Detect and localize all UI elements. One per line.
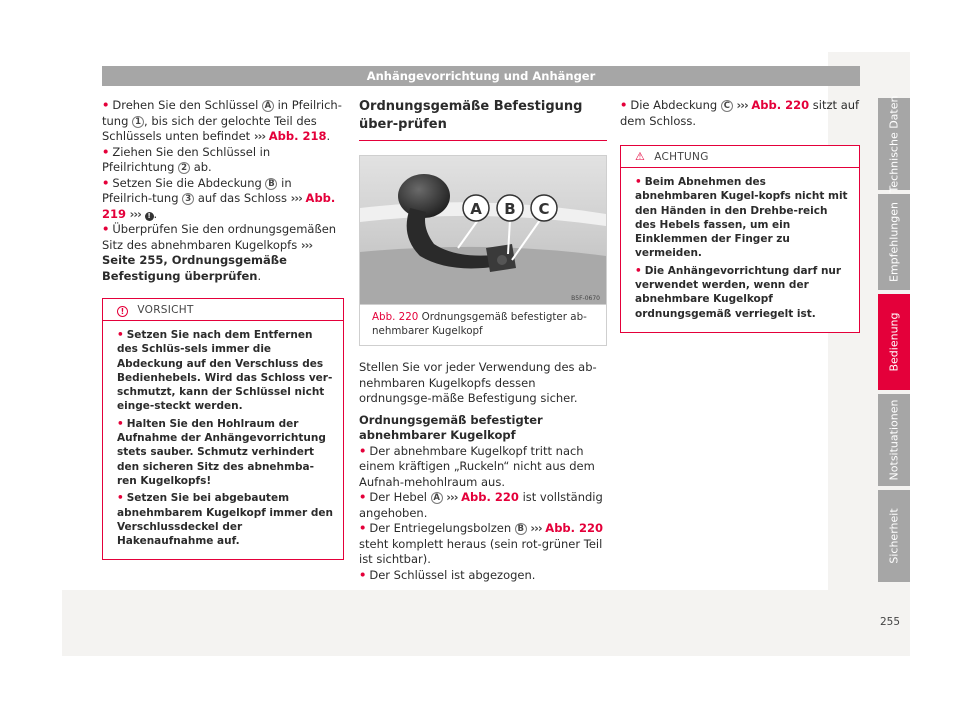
list-item: • Die Anhängevorrichtung darf nur verwendet werden, wenn der abnehmbare Kugelkopf ordnungsgemäß verriegelt ist. <box>635 264 842 320</box>
bullet-icon: • <box>359 521 367 535</box>
figure-link[interactable]: Abb. 219 <box>102 191 336 221</box>
bullet-icon: • <box>102 175 110 190</box>
warning-header <box>621 146 859 168</box>
bullet-icon: • <box>359 443 367 458</box>
list-item: • Ziehen Sie den Schlüssel in Pfeilrichtung 2 ab. <box>102 144 271 174</box>
tow-bar-illustration <box>360 156 606 304</box>
bullet-icon: • <box>117 417 124 430</box>
figure-label-a: A <box>470 200 482 218</box>
arrow-icon: ››› <box>530 521 542 535</box>
bullet-icon: • <box>359 490 367 504</box>
figure-caption: Abb. 220 Ordnungsgemäß befestigter ab-nehmbarer Kugelkopf <box>359 305 607 346</box>
page-number: 255 <box>880 616 901 628</box>
arrow-icon: ››› <box>300 237 313 252</box>
bullet-icon: • <box>102 144 110 159</box>
callout-1: 1 <box>132 116 144 128</box>
list-item: • Halten Sie den Hohlraum der Aufnahme der Anhängevorrichtung stets sauber. Schmutz verhindert den sicheren Sitz des abnehmba-ren Kugelkopfs! <box>117 417 326 487</box>
figure-link[interactable]: Abb. 220 <box>461 490 519 504</box>
caution-box <box>102 298 344 560</box>
bullet-icon: • <box>635 176 642 188</box>
intro-text: Stellen Sie vor jeder Verwendung des ab-nehmbaren Kugelkopfs dessen ordnungsge-mäße Befestigung sicher. <box>359 360 597 405</box>
callout-b: B <box>515 523 527 535</box>
bullet-icon: • <box>102 222 110 236</box>
list-item: • Setzen Sie die Abdeckung B in Pfeilrich-tung 3 auf das Schloss ››› Abb. 219 ››› ! . <box>102 175 336 221</box>
bullet-icon: • <box>359 567 367 582</box>
list-item: • Beim Abnehmen des abnehmbaren Kugel-kopfs nicht mit den Händen in den Drehbe-reich des Hebels fassen, um ein Einklemmen der Finger zu vermeiden. <box>635 176 848 260</box>
tab-technische-daten[interactable]: Technische Daten <box>878 98 910 190</box>
callout-a: A <box>431 492 443 504</box>
tab-sicherheit[interactable]: Sicherheit <box>878 490 910 582</box>
bullet-icon: • <box>117 492 124 505</box>
figure-code: B5F-0670 <box>571 295 600 302</box>
chapter-header: Anhängevorrichtung und Anhänger <box>102 66 860 86</box>
bullet-icon: • <box>102 98 110 112</box>
list-item: • Der Entriegelungsbolzen B ››› Abb. 220 steht komplett heraus (sein rot-grüner Teil ist sichtbar). <box>359 521 604 566</box>
warning-body <box>621 168 859 332</box>
figure-link[interactable]: Abb. 220 <box>751 98 810 112</box>
list-item: • Der Hebel A ››› Abb. 220 ist vollständig angehoben. <box>359 490 603 520</box>
arrow-icon: ››› <box>290 191 302 205</box>
caution-header <box>103 299 343 321</box>
bullet-icon: • <box>620 98 628 112</box>
arrow-icon: ››› <box>253 129 266 143</box>
figure-label-c: C <box>538 200 550 218</box>
list-item: • Drehen Sie den Schlüssel A in Pfeilrich-tung 1 , bis sich der gelochte Teil des Schlüssels unten befindet ››› Abb. 218. <box>102 98 342 143</box>
figure-link[interactable]: Abb. 220 <box>545 521 604 535</box>
callout-3: 3 <box>182 193 194 205</box>
figure-link[interactable]: Abb. 218 <box>268 129 327 143</box>
tab-bedienung[interactable]: Bedienung <box>878 294 910 390</box>
section-title: Ordnungsgemäße Befestigung über-prüfen <box>359 98 607 141</box>
caution-label: VORSICHT <box>137 304 194 316</box>
arrow-icon: ››› <box>129 206 141 221</box>
arrow-icon: ››› <box>736 98 748 112</box>
callout-b: B <box>265 178 277 190</box>
page-link[interactable]: Seite 255, Ordnungsgemäße Befestigung überprüfen <box>102 253 287 283</box>
warning-triangle-icon: ⚠ <box>635 150 645 163</box>
figure-number: Abb. 220 <box>372 311 419 323</box>
list-item: • Die Abdeckung C ››› Abb. 220 sitzt auf dem Schloss. <box>620 98 860 128</box>
warning-ref-icon: ! <box>145 212 154 221</box>
bullet-icon: • <box>635 264 642 277</box>
tab-empfehlungen[interactable]: Empfehlungen <box>878 194 910 290</box>
subheading: Ordnungsgemäß befestigter abnehmbarer Kugelkopf <box>359 412 543 442</box>
column-right <box>620 98 860 333</box>
info-circle-icon: ! <box>117 306 128 317</box>
bullet-icon: • <box>117 329 124 341</box>
callout-a: A <box>262 100 274 112</box>
warning-box <box>620 145 860 333</box>
list-item: • Setzen Sie nach dem Entfernen des Schlüs-sels immer die Abdeckung auf den Verschluss des Bedienhebels. Wird das Schloss ver-schmutzt, kann der Schlüssel nicht einge-steckt werden. <box>117 329 333 413</box>
column-middle <box>359 98 607 583</box>
list-item: • Überprüfen Sie den ordnungsgemäßen Sitz des abnehmbaren Kugelkopfs ››› Seite 255, Ordnungsgemäße Befestigung überprüfen. <box>102 222 337 283</box>
warning-label: ACHTUNG <box>654 151 709 163</box>
callout-c: C <box>721 100 733 112</box>
list-item: • Setzen Sie bei abgebautem abnehmbarem Kugelkopf immer den Verschlussdeckel der Hakenaufnahme auf. <box>117 492 333 548</box>
column-left <box>102 98 344 560</box>
list-item: • Der Schlüssel ist abgezogen. <box>359 567 536 582</box>
figure-label-b: B <box>504 200 516 218</box>
caution-body <box>103 321 343 559</box>
callout-2: 2 <box>178 162 190 174</box>
figure-tow-bar <box>359 155 607 305</box>
tab-notsituationen[interactable]: Notsituationen <box>878 394 910 486</box>
arrow-icon: ››› <box>446 490 458 504</box>
list-item: • Der abnehmbare Kugelkopf tritt nach einem kräftigen „Ruckeln“ nicht aus dem Aufnah-mehohlraum aus. <box>359 443 595 489</box>
